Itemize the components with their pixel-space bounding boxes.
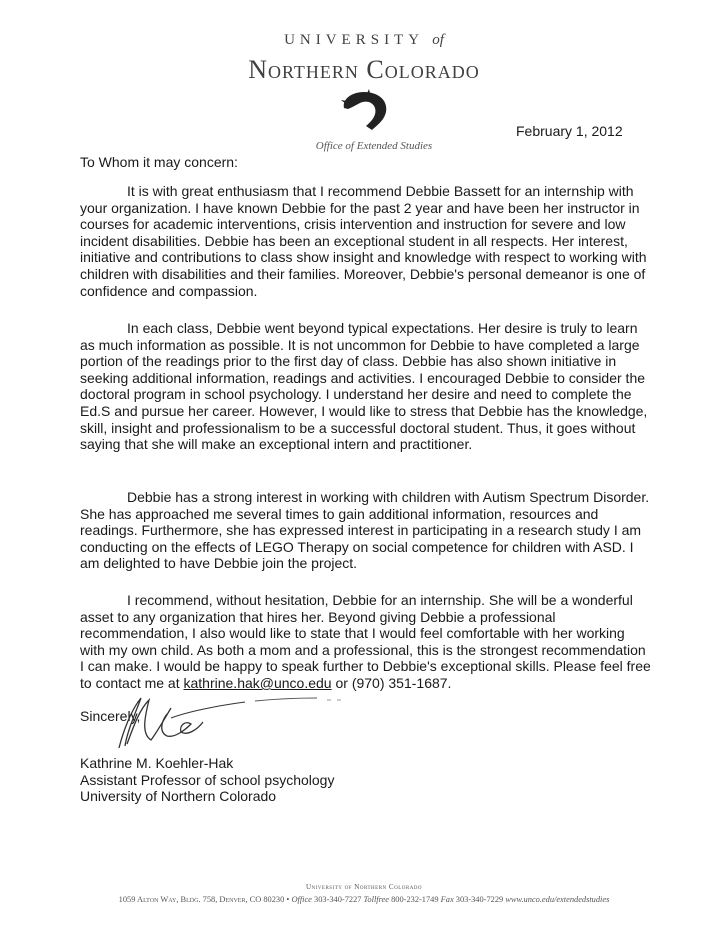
letterhead-office: Office of Extended Studies bbox=[315, 140, 433, 152]
footer-office-label: Office bbox=[291, 895, 312, 904]
letter-date: February 1, 2012 bbox=[516, 123, 623, 139]
footer-contact bbox=[0, 895, 728, 904]
paragraph-4 bbox=[80, 592, 652, 692]
footer-address: 1059 Alton Way, Bldg. 758, Denver, CO 80230 bbox=[118, 895, 285, 904]
letterhead-of-word: of bbox=[432, 32, 444, 48]
paragraph-4-text: I recommend, without hesitation, Debbie for an internship. She will be a wonderful asset to any organization that hires her. Beyond giving Debbie a professional recommendation, I also would like to state that I would feel comfortable with her working with my own child. As both a mom and a professional, this is the strongest recommendation I can make. I would be happy to speak further to Debbie's exceptional skills. Please feel free to contact me at bbox=[80, 592, 651, 691]
footer-fax-label: Fax bbox=[440, 895, 454, 904]
paragraph-1: It is with great enthusiasm that I recommend Debbie Bassett for an internship with your organization. I have known Debbie for the past 2 year and have been her instructor in courses for academic interventions, crisis intervention and instruction for severe and low incident disabilities. Debbie has been an exceptional student in all respects. Her interest, initiative and contributions to class show insight and knowledge with respect to working with children with disabilities and their families. Moreover, Debbie's personal demeanor is one of confidence and compassion. bbox=[80, 183, 647, 299]
footer-website[interactable]: www.unco.edu/extendedstudies bbox=[505, 895, 610, 904]
letterhead-university-word: UNIVERSITY bbox=[284, 32, 424, 48]
footer-org: University of Northern Colorado bbox=[305, 883, 423, 891]
bear-logo-icon bbox=[332, 86, 392, 136]
footer-office-phone: 303-340-7227 bbox=[314, 895, 362, 904]
signature-block bbox=[80, 755, 334, 805]
paragraph-4-tail: or (970) 351-1687. bbox=[331, 674, 452, 691]
footer-tollfree-phone: 800-232-1749 bbox=[391, 895, 439, 904]
closing: Sincerely, bbox=[80, 708, 141, 724]
email-link[interactable]: kathrine.hak@unco.edu bbox=[183, 674, 332, 691]
footer-tollfree-label: Tollfree bbox=[363, 895, 389, 904]
signer-name: Kathrine M. Koehler-Hak bbox=[80, 755, 234, 771]
letterhead-university-line bbox=[0, 32, 728, 49]
footer-bullet: • bbox=[286, 895, 290, 904]
signer-org: University of Northern Colorado bbox=[80, 788, 277, 804]
footer-fax-phone: 303-340-7229 bbox=[455, 895, 504, 904]
paragraph-3: Debbie has a strong interest in working with children with Autism Spectrum Disorder. She has approached me several times to gain additional information, resources and readings. Furthermore, she has expressed interest in participating in a research study I am conducting on the effects of LEGO Therapy on social competence for children with ASD. I am delighted to have Debbie join the project. bbox=[80, 489, 650, 572]
salutation: To Whom it may concern: bbox=[80, 154, 238, 170]
paragraph-2: In each class, Debbie went beyond typical expectations. Her desire is truly to learn as much information as possible. It is not uncommon for Debbie to have completed a large portion of the readings prior to the first day of class. Debbie has also shown initiative in seeking additional information, readings and activities. I encouraged Debbie to consider the doctoral program in school psychology. I understand her desire and need to complete the Ed.S and pursue her career. However, I would like to stress that Debbie has the knowledge, skill, insight and professionalism to be a successful doctoral student. Thus, it goes without saying that she will make an exceptional intern and practitioner. bbox=[80, 320, 648, 453]
letterhead-name: Northern Colorado bbox=[248, 55, 480, 84]
signer-title: Assistant Professor of school psychology bbox=[80, 771, 335, 788]
signature-image bbox=[105, 688, 355, 754]
